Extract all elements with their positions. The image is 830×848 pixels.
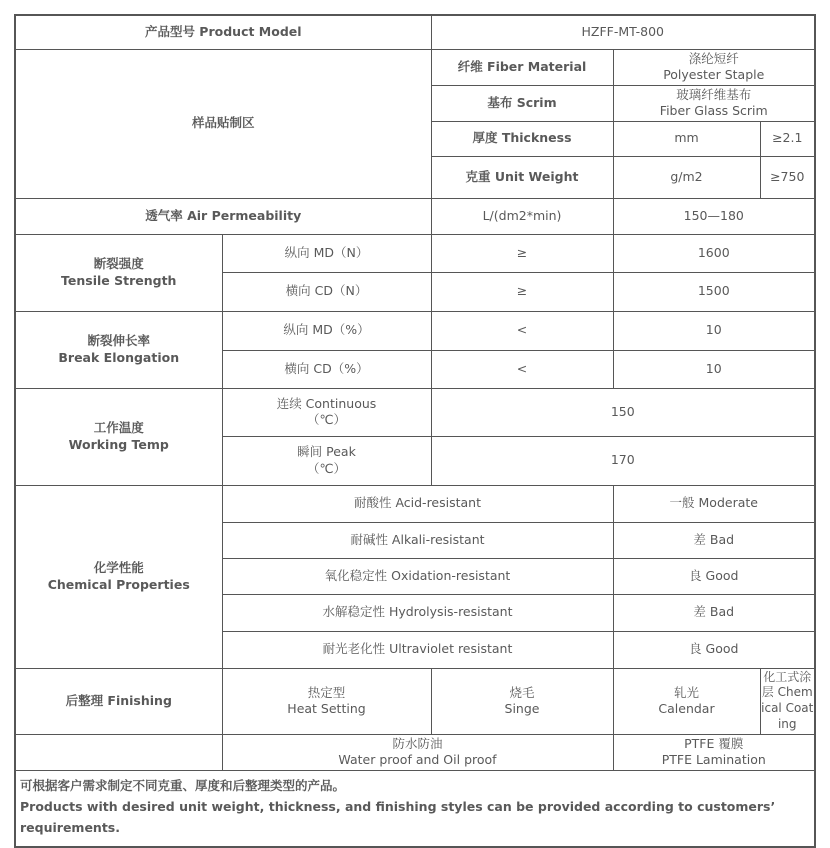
hydrolysis-item: 水解稳定性 Hydrolysis-resistant (222, 594, 613, 631)
air-permeability-value: 150—180 (613, 198, 815, 234)
hydrolysis-value: 差 Bad (613, 594, 815, 631)
row-acid (15, 485, 815, 522)
tensile-strength-label-cn: 断裂强度 (93, 256, 144, 271)
row-product-model (15, 15, 815, 49)
scrim-value-cn: 玻璃纤维基布 (676, 86, 752, 102)
tensile-md-value: 1600 (613, 234, 815, 272)
acid-value: 一般 Moderate (613, 485, 815, 522)
finishing-calendar (613, 668, 760, 734)
temp-peak-item (222, 436, 431, 485)
row-fiber (15, 49, 815, 85)
alkali-value: 差 Bad (613, 522, 815, 558)
finishing-ptfe-en: PTFE Lamination (661, 752, 766, 767)
footer-note-cn: 可根据客户需求制定不同克重、厚度和后整理类型的产品。 (20, 777, 346, 793)
row-finishing-extra (15, 734, 815, 770)
elongation-md-op: < (431, 311, 613, 350)
thickness-unit: mm (613, 121, 760, 156)
row-tensile-md (15, 234, 815, 272)
finishing-ptfe-cn: PTFE 覆膜 (684, 735, 744, 751)
footer-note-en: Products with desired unit weight, thickness, and finishing styles can be provided according to customers’ requirements. (20, 798, 788, 835)
product-model-value: HZFF-MT-800 (431, 15, 815, 49)
row-temp-continuous (15, 388, 815, 436)
finishing-heat-setting-cn: 热定型 (307, 684, 346, 700)
product-model-label: 产品型号 Product Model (15, 15, 431, 49)
tensile-strength-label-en: Tensile Strength (61, 272, 177, 288)
ultraviolet-value: 良 Good (613, 631, 815, 668)
ultraviolet-item: 耐光老化性 Ultraviolet resistant (222, 631, 613, 668)
finishing-chemical-coating (760, 668, 815, 734)
chemical-properties-label-cn: 化学性能 (93, 560, 144, 575)
elongation-cd-item: 横向 CD（%） (222, 350, 431, 388)
thickness-value: ≥2.1 (760, 121, 815, 156)
tensile-cd-value: 1500 (613, 272, 815, 311)
unit-weight-value: ≥750 (760, 156, 815, 198)
working-temp-label-cn: 工作温度 (93, 420, 144, 435)
tensile-md-item: 纵向 MD（N） (222, 234, 431, 272)
elongation-md-item: 纵向 MD（%） (222, 311, 431, 350)
unit-weight-unit: g/m2 (613, 156, 760, 198)
row-footer-note (15, 770, 815, 847)
elongation-cd-value: 10 (613, 350, 815, 388)
temp-continuous-value: 150 (431, 388, 815, 436)
sample-area-label: 样品贴制区 (15, 49, 431, 198)
fiber-label: 纤维 Fiber Material (431, 49, 613, 85)
finishing-extra-empty-cell (15, 734, 222, 770)
break-elongation-label-en: Break Elongation (58, 349, 180, 365)
finishing-chemical-coating-cn: 化工式涂层 (761, 669, 812, 700)
break-elongation-label (15, 311, 222, 388)
row-air-permeability (15, 198, 815, 234)
footer-note (15, 770, 815, 847)
alkali-item: 耐碱性 Alkali-resistant (222, 522, 613, 558)
finishing-label: 后整理 Finishing (15, 668, 222, 734)
working-temp-label (15, 388, 222, 485)
temp-continuous-item-unit: （℃） (306, 412, 347, 427)
air-permeability-label: 透气率 Air Permeability (15, 198, 431, 234)
air-permeability-unit: L/(dm2*min) (431, 198, 613, 234)
finishing-heat-setting (222, 668, 431, 734)
tensile-cd-op: ≥ (431, 272, 613, 311)
scrim-value-en: Fiber Glass Scrim (659, 103, 768, 118)
finishing-singe-cn: 烧毛 (509, 684, 535, 700)
scrim-label: 基布 Scrim (431, 85, 613, 121)
finishing-waterproof-en: Water proof and Oil proof (338, 752, 497, 767)
elongation-md-value: 10 (613, 311, 815, 350)
temp-continuous-item (222, 388, 431, 436)
temp-peak-value: 170 (431, 436, 815, 485)
fiber-value (613, 49, 815, 85)
finishing-chemical-coating-en: Chemical Coating (761, 685, 814, 731)
finishing-calendar-en: Calendar (658, 701, 715, 716)
unit-weight-label: 克重 Unit Weight (431, 156, 613, 198)
oxidation-item: 氧化稳定性 Oxidation-resistant (222, 558, 613, 594)
tensile-strength-label (15, 234, 222, 311)
finishing-waterproof-cn: 防水防油 (392, 735, 443, 751)
chemical-properties-label (15, 485, 222, 668)
fiber-value-cn: 涤纶短纤 (688, 50, 739, 66)
temp-peak-item-cn: 瞬间 Peak (297, 444, 356, 459)
break-elongation-label-cn: 断裂伸长率 (87, 333, 150, 348)
tensile-md-op: ≥ (431, 234, 613, 272)
spec-sheet (14, 14, 816, 848)
temp-peak-item-unit: （℃） (306, 460, 347, 476)
fiber-value-en: Polyester Staple (663, 67, 765, 82)
finishing-singe-en: Singe (504, 701, 540, 716)
oxidation-value: 良 Good (613, 558, 815, 594)
finishing-waterproof (222, 734, 613, 770)
chemical-properties-label-en: Chemical Properties (47, 576, 190, 592)
finishing-singe (431, 668, 613, 734)
elongation-cd-op: < (431, 350, 613, 388)
working-temp-label-en: Working Temp (68, 436, 169, 452)
row-finishing (15, 668, 815, 734)
spec-table (14, 14, 816, 848)
tensile-cd-item: 横向 CD（N） (222, 272, 431, 311)
scrim-value (613, 85, 815, 121)
temp-continuous-item-cn: 连续 Continuous (276, 395, 377, 411)
row-elongation-md (15, 311, 815, 350)
finishing-heat-setting-en: Heat Setting (287, 701, 366, 716)
thickness-label: 厚度 Thickness (431, 121, 613, 156)
finishing-ptfe (613, 734, 815, 770)
acid-item: 耐酸性 Acid-resistant (222, 485, 613, 522)
finishing-calendar-cn: 轧光 (673, 684, 699, 700)
